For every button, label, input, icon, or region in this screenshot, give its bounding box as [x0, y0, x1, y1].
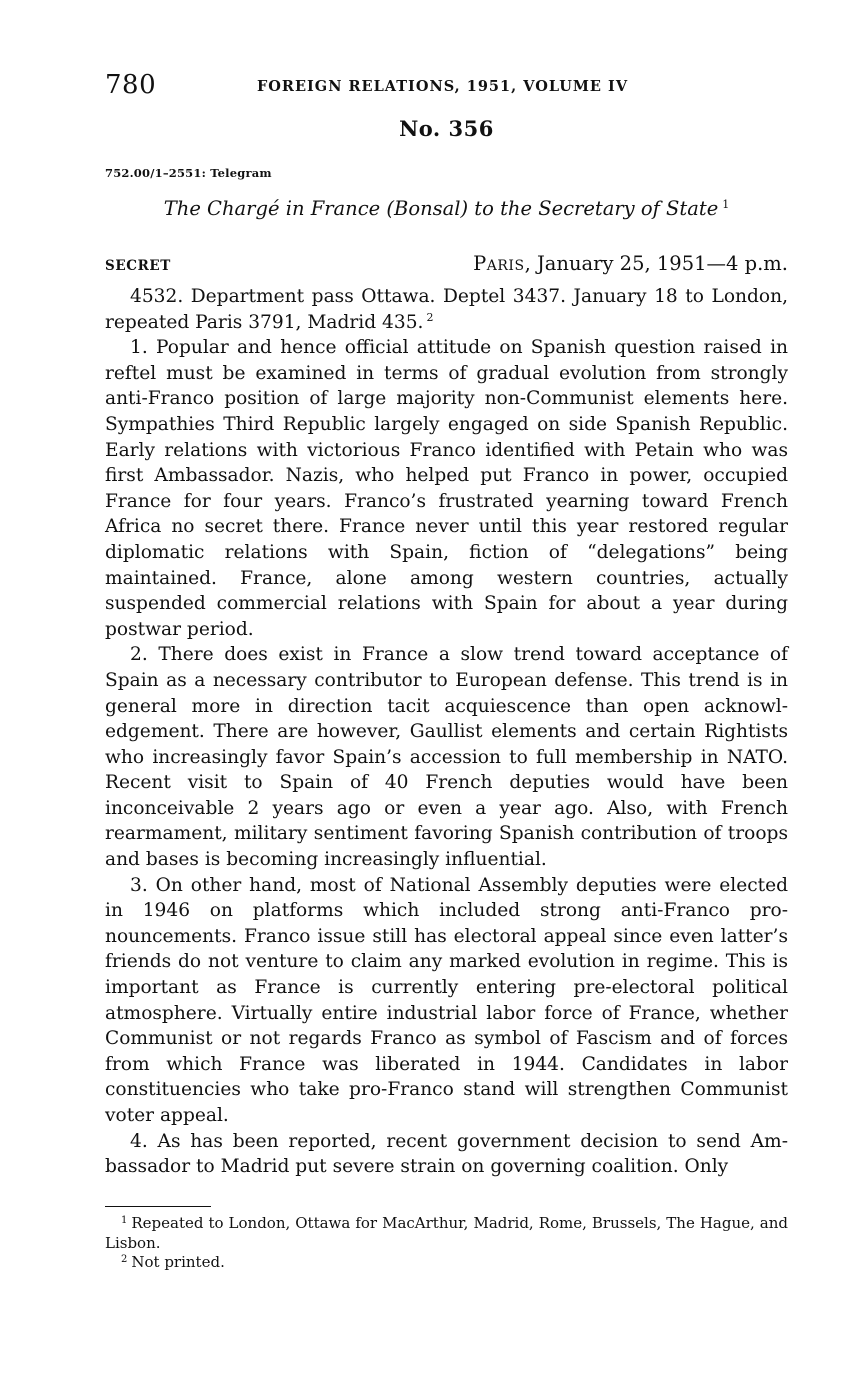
- dateline-date: , January 25, 1951—4 p.m.: [524, 252, 788, 275]
- footnote-number: 2: [121, 1254, 128, 1265]
- intro-text: 4532. Department pass Ottawa. Deptel 3437. January 18 to London, repeated Paris 3791, Madrid 435.: [105, 286, 788, 333]
- document-number: No. 356: [399, 116, 494, 141]
- footnote-text: Not printed.: [131, 1253, 225, 1271]
- classification-label: SECRET: [105, 258, 171, 274]
- body-paragraph: 2. There does exist in France a slow trend toward acceptance of Spain as a necessary contributor to European defense. This trend is in general more in direction tacit acquiescence than open acknowledgement. There are however, Gaullist elements and certain Rightists who increasingly favor Spain’s accession to full membership in NATO. Recent visit to Spain of 40 French deputies would have been inconceivable 2 years ago or even a year ago. Also, with French rearmament, military sentiment favoring Spanish contribution of troops and bases is becoming increasingly influential.: [105, 644, 788, 871]
- footnote-number: 1: [121, 1215, 128, 1226]
- footnote: [105, 1214, 788, 1253]
- dateline-city: Paris: [473, 252, 525, 275]
- document-title-text: The Chargé in France (Bonsal) to the Secretary of State: [163, 197, 719, 220]
- document-title: [105, 197, 788, 220]
- page-header: [105, 70, 788, 100]
- intro-paragraph: [105, 284, 788, 335]
- body-paragraph: 1. Popular and hence official attitude on Spanish question raised in reftel must be examined in terms of gradual evolution from strongly anti-Franco position of large majority non-Communist elements here. Sympathies Third Republic largely engaged on side Spanish Republic. Early relations with victorious Franco identified with Petain who was first Ambassador. Nazis, who helped put Franco in power, occupied France for four years. Franco’s frustrated yearning toward French Africa no secret there. France never until this year restored regular diplomatic relations with Spain, fiction of “delegations” being maintained. France, alone among western countries, actually suspended commercial relations with Spain for about a year during postwar period.: [105, 337, 788, 640]
- running-head: FOREIGN RELATIONS, 1951, VOLUME IV: [257, 78, 629, 95]
- footnote-divider: [105, 1206, 211, 1207]
- footnote: [105, 1253, 788, 1273]
- file-reference: 752.00/1–2551: Telegram: [105, 166, 272, 180]
- body-paragraph: 3. On other hand, most of National Assembly deputies were elected in 1946 on platforms which included strong anti-Franco pronouncements. Franco issue still has electoral appeal since even latter’s friends do not venture to claim any marked evolution in regime. This is important as France is currently entering pre-electoral political atmosphere. Virtually entire industrial labor force of France, whether Communist or not regards Franco as symbol of Fascism and of forces from which France was liberated in 1944. Candidates in labor constituencies who take pro-Franco stand will strengthen Communist voter appeal.: [105, 874, 788, 1126]
- footnote-marker: 1: [722, 198, 730, 211]
- telegram-body: [105, 284, 788, 1180]
- body-paragraph: 4. As has been reported, recent government decision to send Ambassador to Madrid put severe strain on governing coalition. Only: [105, 1130, 788, 1178]
- footnote-text: Repeated to London, Ottawa for MacArthur, Madrid, Rome, Brussels, The Hague, and Lisbon.: [105, 1214, 788, 1252]
- classification-row: [105, 252, 788, 282]
- page-number: 780: [105, 70, 157, 100]
- footnotes: [105, 1214, 788, 1273]
- footnote-marker: 2: [426, 310, 434, 324]
- dateline: [473, 252, 788, 275]
